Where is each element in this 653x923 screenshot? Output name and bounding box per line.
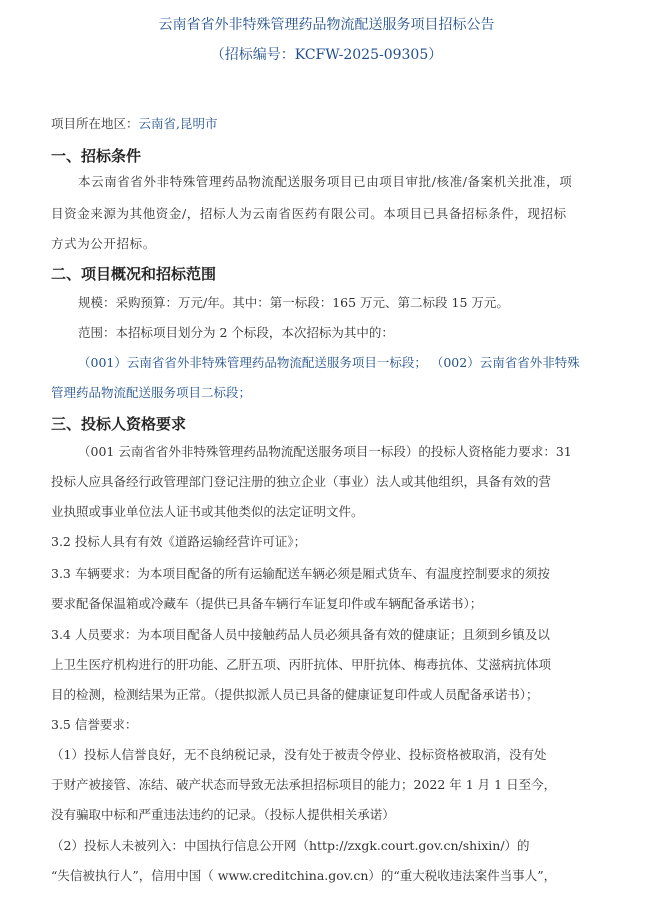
qualification-line: 目的检测，检测结果为正常。（提供拟派人员已具备的健康证复印件或人员配备承诺书）；: [51, 687, 539, 702]
qualification-line: 投标人应具备经行政管理部门登记注册的独立企业（事业）法人或其他组织，具备有效的营: [51, 474, 552, 489]
qualification-line: 于财产被接管、冻结、破产状态而导致无法承担招标项目的能力；2022 年 1 月 1 日至今，: [51, 777, 557, 792]
document-title: 云南省省外非特殊管理药品物流配送服务项目招标公告: [158, 17, 495, 33]
section-heading-bid-conditions: 一、招标条件: [51, 147, 142, 165]
qualification-line: 没有骗取中标和严重违法违约的记录。（投标人提供相关承诺）: [51, 807, 395, 822]
qualification-line: 3.2 投标人具有有效《道路运输经营许可证》；: [51, 534, 307, 549]
section-heading-project-overview: 二、项目概况和招标范围: [51, 265, 217, 283]
qualification-line: 上卫生医疗机构进行的肝功能、乙肝五项、丙肝抗体、甲肝抗体、梅毒抗体、艾滋病抗体项: [51, 657, 552, 672]
qualification-line: 3.4 人员要求：为本项目配备人员中接触药品人员必须具备有效的健康证；且须到乡镇及以: [51, 627, 550, 642]
qualification-line: 要求配备保温箱或冷藏车（提供已具备车辆行车证复印件或车辆配备承诺书）；: [51, 596, 483, 611]
qualification-line: 业执照或事业单位法人证书或其他类似的法定证明文件。: [51, 504, 364, 519]
lot-list-line: （001）云南省省外非特殊管理药品物流配送服务项目一标段； （002）云南省省外非特殊: [78, 355, 580, 370]
paragraph-line: 本云南省省外非特殊管理药品物流配送服务项目已由项目审批/核准/备案机关批准，项: [78, 174, 573, 189]
paragraph-line: 方式为公开招标。: [51, 236, 156, 251]
qualification-line: “失信被执行人”，信用中国（ www.creditchina.gov.cn）的“重大税收违法案件当事人”，: [51, 868, 557, 883]
qualification-line: （2）投标人未被列入：中国执行信息公开网（http://zxgk.court.gov.cn/shixin/）的: [51, 838, 530, 853]
section-heading-bidder-qualifications: 三、投标人资格要求: [51, 415, 187, 433]
qualification-line: （001 云南省省外非特殊管理药品物流配送服务项目一标段）的投标人资格能力要求：31: [78, 444, 572, 459]
qualification-line: （1）投标人信誉良好，无不良纳税记录，没有处于被责令停业、投标资格被取消，没有处: [51, 747, 547, 762]
location-label: 项目所在地区：: [51, 116, 139, 131]
project-scale: 规模：采购预算：万元/年。其中：第一标段：165 万元、第二标段 15 万元。: [78, 295, 509, 310]
location-value: 云南省,昆明市: [138, 116, 218, 131]
lot-list-line: 管理药品物流配送服务项目二标段；: [51, 385, 252, 400]
paragraph-line: 目资金来源为其他资金/，招标人为云南省医药有限公司。本项目已具备招标条件，现招标: [51, 206, 567, 221]
project-scope: 范围：本招标项目划分为 2 个标段，本次招标为其中的：: [78, 325, 394, 340]
project-location: [51, 113, 611, 135]
qualification-line: 3.3 车辆要求：为本项目配备的所有运输配送车辆必须是厢式货车、有温度控制要求的须按: [51, 566, 550, 581]
qualification-line: 3.5 信誉要求：: [51, 717, 138, 732]
bid-number: （招标编号：KCFW-2025-09305）: [210, 47, 443, 63]
